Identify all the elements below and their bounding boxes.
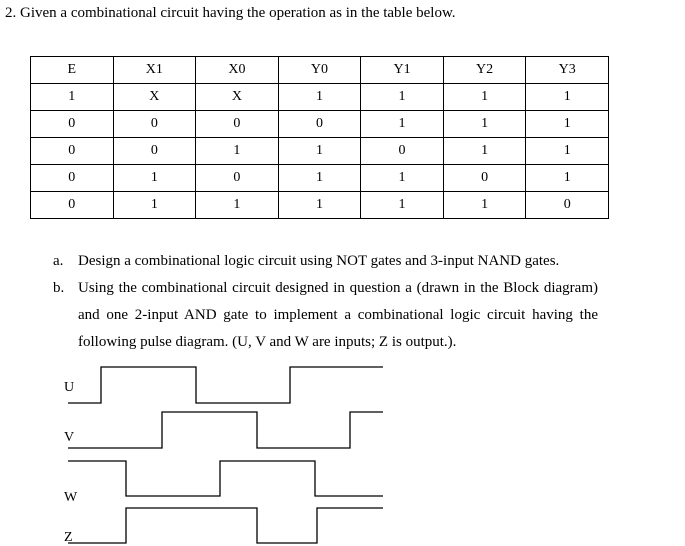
table-cell: X: [113, 84, 196, 111]
table-cell: 0: [31, 111, 114, 138]
question-heading: 2. Given a combinational circuit having the operation as in the table below.: [5, 5, 456, 21]
table-cell: 1: [196, 192, 279, 219]
table-cell: 1: [526, 111, 609, 138]
table-cell: 0: [443, 165, 526, 192]
signal-label-z: Z: [64, 530, 73, 545]
signal-label-u: U: [64, 380, 75, 395]
table-cell: 0: [278, 111, 361, 138]
task-a-marker: a.: [53, 253, 64, 269]
table-cell: 1: [443, 84, 526, 111]
task-a-text: Design a combinational logic circuit using NOT gates and 3-input NAND gates.: [78, 253, 560, 269]
table-cell: 1: [278, 192, 361, 219]
table-cell: 1: [526, 165, 609, 192]
table-cell: 1: [361, 165, 444, 192]
table-cell: 0: [31, 138, 114, 165]
table-cell: 1: [526, 84, 609, 111]
table-cell: 1: [278, 84, 361, 111]
signal-label-v: V: [64, 430, 75, 445]
header-y1: Y1: [361, 57, 444, 84]
table-cell: 1: [361, 84, 444, 111]
table-cell: 1: [196, 138, 279, 165]
table-cell: 1: [278, 165, 361, 192]
table-cell: 1: [443, 138, 526, 165]
signal-label-w: W: [64, 490, 78, 505]
task-b-text: Using the combinational circuit designed in question a (drawn in the Block diagram) and one 2-input AND gate to implement a combinational logic circuit having the following pulse diagram. (U, V and W are inputs; Z is output.).: [78, 280, 598, 350]
table-cell: 0: [196, 165, 279, 192]
table-cell: 1: [361, 111, 444, 138]
waveform-z: [68, 508, 383, 543]
table-cell: 1: [113, 165, 196, 192]
header-x1: X1: [113, 57, 196, 84]
waveform-v: [68, 412, 383, 448]
header-e: E: [31, 57, 114, 84]
table-cell: 0: [196, 111, 279, 138]
header-x0: X0: [196, 57, 279, 84]
table-cell: X: [196, 84, 279, 111]
header-y0: Y0: [278, 57, 361, 84]
table-cell: 0: [31, 165, 114, 192]
table-cell: 1: [278, 138, 361, 165]
table-cell: 1: [443, 192, 526, 219]
header-y2: Y2: [443, 57, 526, 84]
table-cell: 1: [113, 192, 196, 219]
table-cell: 0: [113, 111, 196, 138]
waveform-w: [68, 461, 383, 496]
waveform-u: [68, 367, 383, 403]
table-cell: 0: [361, 138, 444, 165]
table-cell: 1: [443, 111, 526, 138]
table-cell: 0: [113, 138, 196, 165]
table-cell: 1: [526, 138, 609, 165]
table-cell: 1: [361, 192, 444, 219]
table-cell: 1: [31, 84, 114, 111]
table-cell: 0: [31, 192, 114, 219]
header-y3: Y3: [526, 57, 609, 84]
task-b-marker: b.: [53, 280, 65, 296]
table-cell: 0: [526, 192, 609, 219]
